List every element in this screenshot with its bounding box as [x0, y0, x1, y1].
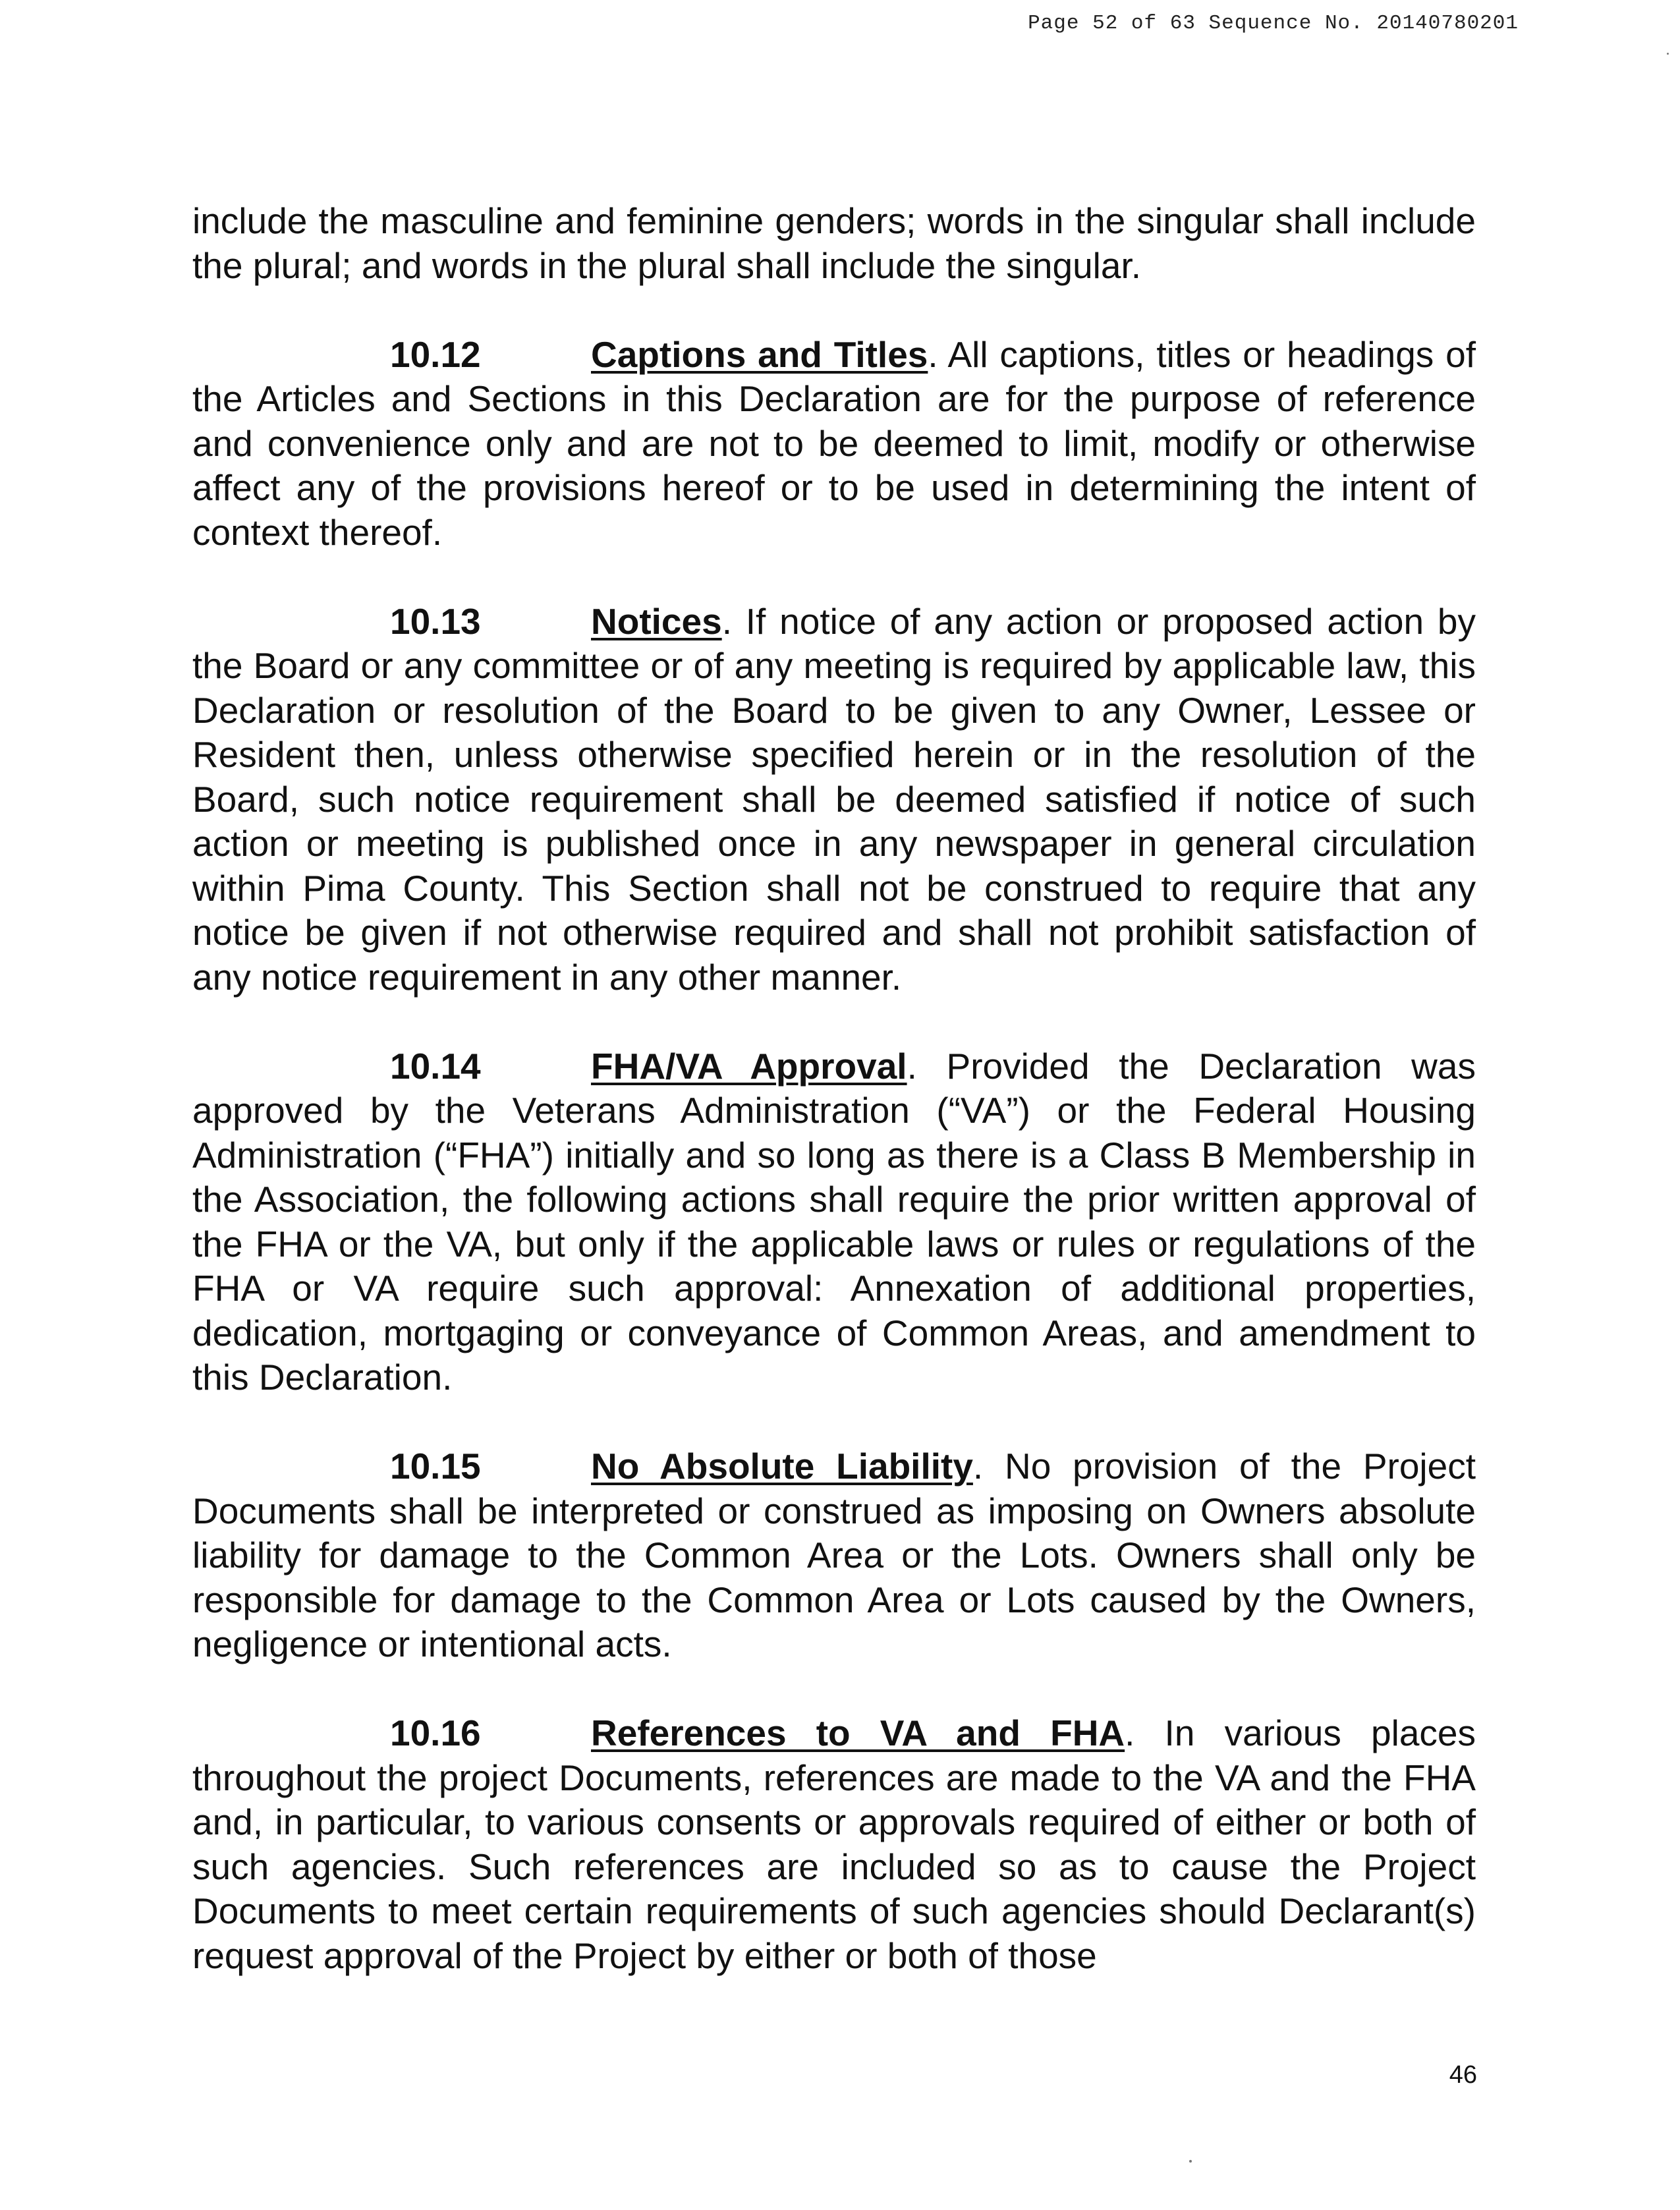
document-body — [192, 199, 1476, 2023]
section-title: References to VA and FHA — [591, 1713, 1125, 1753]
section-number: 10.15 — [390, 1446, 481, 1487]
section-number: 10.16 — [390, 1713, 481, 1753]
section-10-12 — [192, 333, 1476, 555]
section-text: . In various places throughout the project Documents, references are made to the VA and the FHA and, in particular, to various consents or approvals required of either or both of such agencies. Such references are included so as to cause the Project Documents to meet certain requirements of such agencies should Declarant(s) request approval of the Project by either or both of those — [192, 1713, 1476, 1976]
paragraph-continuation — [192, 199, 1476, 288]
section-10-15 — [192, 1444, 1476, 1667]
section-text: . All captions, titles or headings of the Articles and Sections in this Declaration are for the purpose of reference and convenience only and are not to be deemed to limit, modify or otherwise affect any of the provisions hereof or to be used in determining the intent of context thereof. — [192, 333, 1476, 553]
scan-speck — [1667, 53, 1669, 55]
section-title: Notices — [591, 600, 722, 642]
paragraph-text: include the masculine and feminine genders; words in the singular shall include the plural; and words in the plural shall include the singular. — [192, 200, 1476, 286]
section-10-14 — [192, 1044, 1476, 1400]
section-text: . Provided the Declaration was approved by the Veterans Administration (“VA”) or the Federal Housing Administration (“FHA”) initially and so long as there is a Class B Membership in the Association, the following actions shall require the prior written approval of the FHA or the VA, but only if the applicable laws or rules or regulations of the FHA or VA require such approval: Annexation of additional properties, dedication, mortgaging or conveyance of Common Areas, and amendment to this Declaration. — [192, 1045, 1476, 1398]
section-number: 10.13 — [390, 600, 481, 642]
scan-speck — [1189, 2160, 1192, 2163]
section-title: Captions and Titles — [591, 333, 928, 375]
section-text: . If notice of any action or proposed action by the Board or any committee or of any meeting is required by applicable law, this Declaration or resolution of the Board to be given to any Owner, Lessee or Resident then, unless otherwise specified herein or in the resolution of the Board, such notice requirement shall be deemed satisfied if notice of such action or meeting is published once in any newspaper in general circulation within Pima County. This Section shall not be construed to require that any notice be given if not otherwise required and shall not prohibit satisfaction of any notice requirement in any other manner. — [192, 600, 1476, 998]
section-10-16 — [192, 1711, 1476, 1978]
section-10-13 — [192, 600, 1476, 1000]
page-header: Page 52 of 63 Sequence No. 20140780201 — [1028, 12, 1519, 35]
section-title: No Absolute Liability — [591, 1446, 973, 1487]
page-number: 46 — [1449, 2061, 1477, 2089]
section-title: FHA/VA Approval — [591, 1045, 907, 1087]
section-number: 10.14 — [390, 1045, 481, 1087]
section-number: 10.12 — [390, 333, 481, 375]
section-text: . No provision of the Project Documents shall be interpreted or construed as imposing on Owners absolute liability for damage to the Common Area or the Lots. Owners shall only be responsible for damage to the Common Area or Lots caused by the Owners, negligence or intentional acts. — [192, 1446, 1476, 1664]
